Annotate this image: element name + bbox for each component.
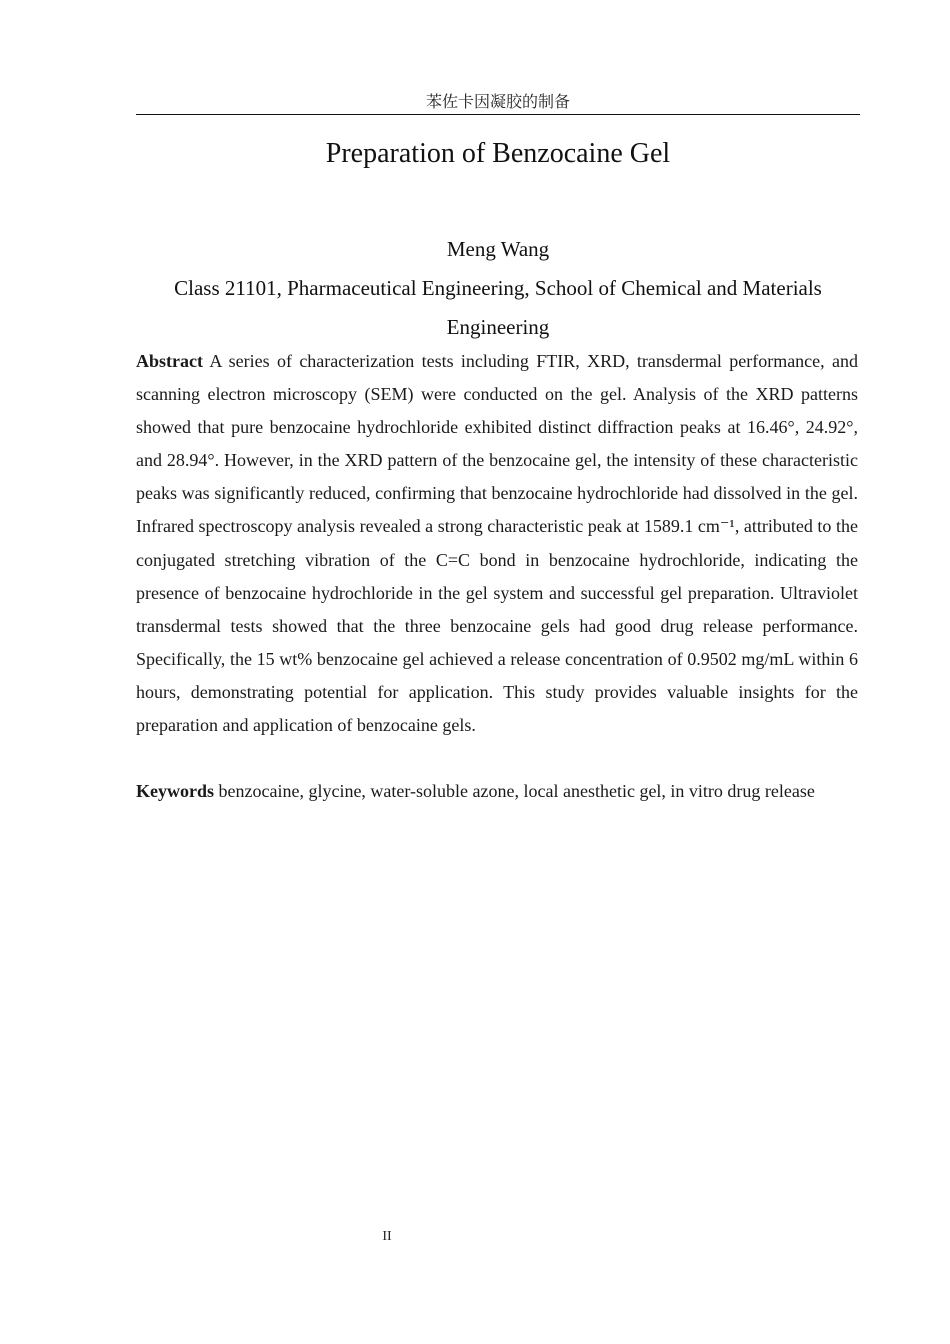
document-title: Preparation of Benzocaine Gel (325, 138, 671, 169)
abstract-paragraph (136, 345, 858, 742)
page-number: II (382, 1229, 392, 1244)
abstract-label: Abstract (136, 351, 203, 371)
author-block (136, 230, 860, 347)
running-header-title: 苯佐卡因凝胶的制备 (425, 92, 570, 111)
abstract-text: A series of characterization tests including FTIR, XRD, transdermal performance, and scanning electron microscopy (SEM) were conducted on the gel. Analysis of the XRD patterns showed that pure benzocaine hydrochloride exhibited distinct diffraction peaks at 16.46°, 24.92°, and 28.94°. However, in the XRD pattern of the benzocaine gel, the intensity of these characteristic peaks was significantly reduced, confirming that benzocaine hydrochloride had dissolved in the gel. Infrared spectroscopy analysis revealed a strong characteristic peak at 1589.1 cm⁻¹, attributed to the conjugated stretching vibration of the C=C bond in benzocaine hydrochloride, indicating the presence of benzocaine hydrochloride in the gel system and successful gel preparation. Ultraviolet transdermal tests showed that the three benzocaine gels had good drug release performance. Specifically, the 15 wt% benzocaine gel achieved a release concentration of 0.9502 mg/mL within 6 hours, demonstrating potential for application. This study provides valuable insights for the preparation and application of benzocaine gels. (136, 351, 858, 736)
keywords-text: benzocaine, glycine, water-soluble azone, local anesthetic gel, in vitro drug release (218, 781, 815, 801)
affiliation-line-2: Engineering (446, 315, 550, 339)
affiliation-line-1: Class 21101, Pharmaceutical Engineering, School of Chemical and Materials (174, 276, 822, 300)
keywords-paragraph (136, 775, 860, 808)
author-name: Meng Wang (446, 237, 550, 261)
running-header (136, 90, 860, 115)
keywords-label: Keywords (136, 781, 214, 801)
